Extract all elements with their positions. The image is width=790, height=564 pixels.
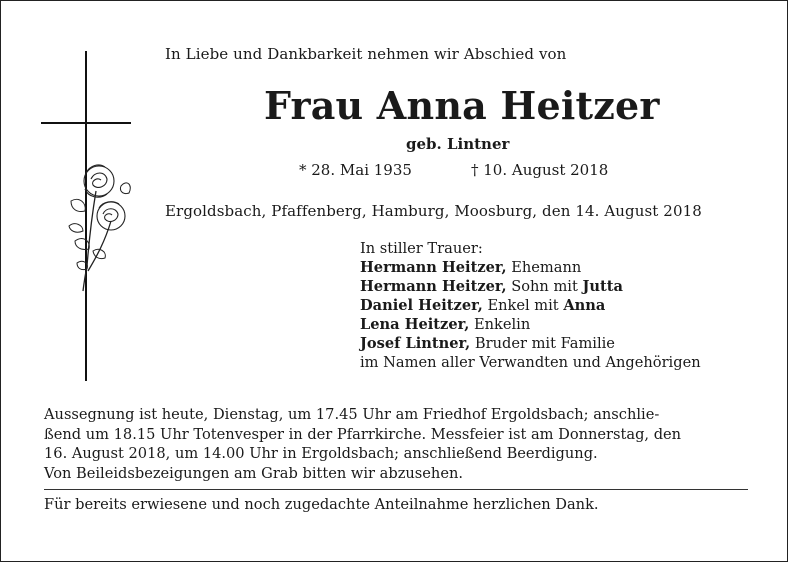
birth-date: * 28. Mai 1935 bbox=[299, 161, 412, 179]
mourner-row bbox=[360, 315, 701, 334]
details-line: Von Beileidsbezeigungen am Grab bitten wir abzusehen. bbox=[44, 464, 463, 482]
mourner-relation: Ehemann bbox=[506, 259, 582, 276]
divider bbox=[44, 489, 748, 490]
intro-text: In Liebe und Dankbarkeit nehmen wir Abschied von bbox=[165, 45, 567, 63]
mourner-relation: Bruder mit Familie bbox=[470, 335, 615, 352]
thanks-text: Für bereits erwiesene und noch zugedachte Anteilnahme herzlichen Dank. bbox=[44, 496, 599, 513]
mourner-row bbox=[360, 296, 701, 315]
mourner-name: Hermann Heitzer, bbox=[360, 259, 507, 276]
mourner-name: Daniel Heitzer, bbox=[360, 297, 483, 314]
death-date: † 10. August 2018 bbox=[471, 161, 609, 179]
mourner-row bbox=[360, 277, 701, 296]
mourner-name: Josef Lintner, bbox=[360, 335, 471, 352]
mourner-row bbox=[360, 334, 701, 353]
places-and-date: Ergoldsbach, Pfaffenberg, Hamburg, Moosburg, den 14. August 2018 bbox=[165, 202, 702, 220]
mourner-name: Hermann Heitzer, bbox=[360, 278, 507, 295]
details-line: Aussegnung ist heute, Dienstag, um 17.45 Uhr am Friedhof Ergoldsbach; anschlie- bbox=[44, 406, 660, 423]
maiden-name: geb. Lintner bbox=[406, 135, 510, 153]
mourner-partner: Jutta bbox=[582, 278, 623, 295]
mourner-row bbox=[360, 258, 701, 277]
mourner-relation: Enkel mit bbox=[482, 297, 564, 314]
mourner-relation: Enkelin bbox=[469, 316, 531, 333]
mourner-relation: Sohn mit bbox=[506, 278, 583, 295]
mourner-name: Lena Heitzer, bbox=[360, 316, 470, 333]
mourners-closing: im Namen aller Verwandten und Angehörigen bbox=[360, 354, 701, 371]
ceremony-details bbox=[44, 405, 748, 483]
details-line: ßend um 18.15 Uhr Totenvesper in der Pfarrkirche. Messfeier ist am Donnerstag, den bbox=[44, 425, 682, 443]
details-line: 16. August 2018, um 14.00 Uhr in Ergoldsbach; anschließend Beerdigung. bbox=[44, 445, 598, 462]
cross-with-roses-icon bbox=[41, 51, 133, 381]
deceased-name: Frau Anna Heitzer bbox=[264, 83, 660, 128]
mourner-partner: Anna bbox=[563, 297, 606, 314]
mourning-heading: In stiller Trauer: bbox=[360, 240, 483, 257]
mourners-block bbox=[360, 239, 701, 372]
